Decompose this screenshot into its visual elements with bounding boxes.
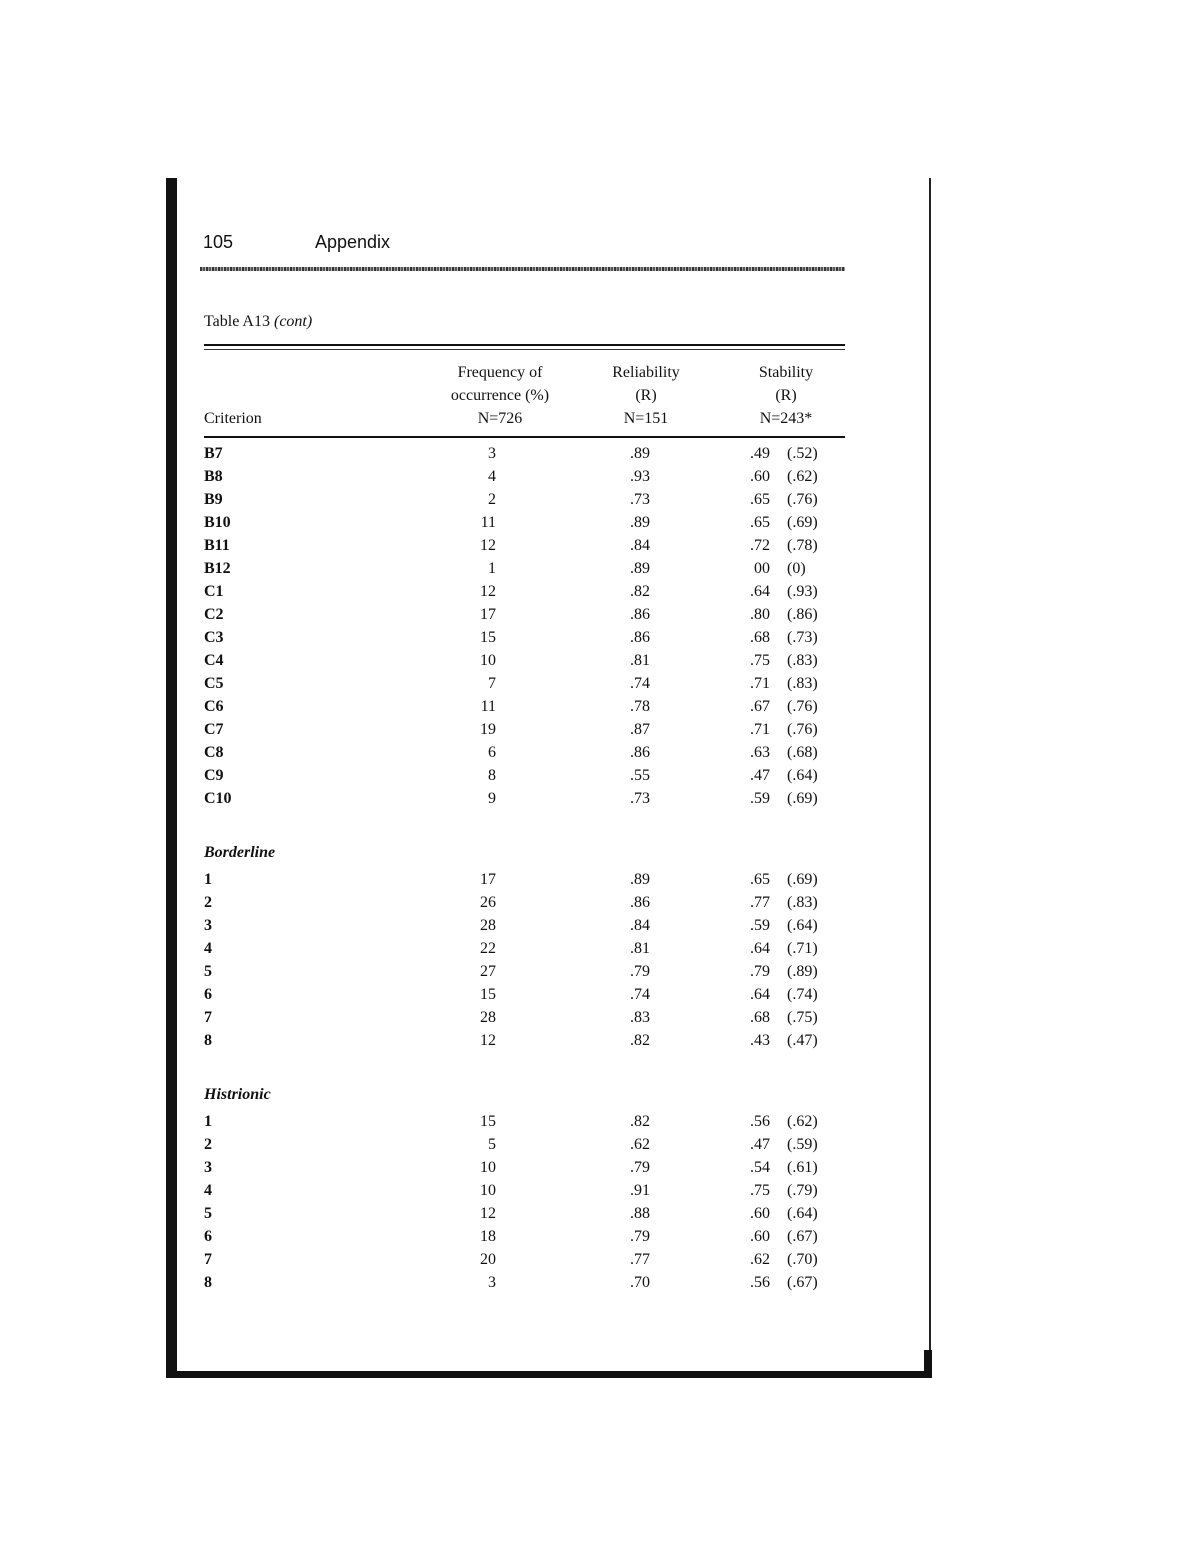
table-row bbox=[0, 741, 1200, 764]
row-stability: .63 bbox=[750, 744, 770, 761]
row-criterion: C7 bbox=[204, 721, 224, 738]
table-row bbox=[0, 488, 1200, 511]
row-criterion: 7 bbox=[204, 1009, 212, 1026]
row-frequency: 15 bbox=[480, 986, 496, 1003]
row-reliability: .87 bbox=[630, 721, 650, 738]
row-stability-paren: (.79) bbox=[787, 1182, 818, 1199]
row-reliability: .86 bbox=[630, 606, 650, 623]
row-criterion: 7 bbox=[204, 1251, 212, 1268]
table-row bbox=[0, 891, 1200, 914]
row-criterion: 5 bbox=[204, 1205, 212, 1222]
header-criterion: Criterion bbox=[204, 410, 262, 427]
row-criterion: 8 bbox=[204, 1274, 212, 1291]
row-frequency: 6 bbox=[488, 744, 496, 761]
row-criterion: 3 bbox=[204, 917, 212, 934]
row-frequency: 17 bbox=[480, 606, 496, 623]
row-stability: .62 bbox=[750, 1251, 770, 1268]
row-criterion: 6 bbox=[204, 986, 212, 1003]
header-reliability-n: N=151 bbox=[623, 410, 669, 427]
row-stability-paren: (.78) bbox=[787, 537, 818, 554]
row-criterion: B10 bbox=[204, 514, 231, 531]
row-frequency: 2 bbox=[488, 491, 496, 508]
row-stability: .60 bbox=[750, 1228, 770, 1245]
header-frequency bbox=[430, 361, 570, 430]
row-stability-paren: (0) bbox=[787, 560, 806, 577]
row-frequency: 15 bbox=[480, 1113, 496, 1130]
row-stability-paren: (.86) bbox=[787, 606, 818, 623]
row-stability-paren: (.76) bbox=[787, 721, 818, 738]
section-label: Borderline bbox=[204, 844, 276, 861]
table-row bbox=[0, 1133, 1200, 1156]
row-stability: .68 bbox=[750, 1009, 770, 1026]
row-reliability: .78 bbox=[630, 698, 650, 715]
row-frequency: 28 bbox=[480, 917, 496, 934]
table-row bbox=[0, 1156, 1200, 1179]
row-criterion: 4 bbox=[204, 940, 212, 957]
table-row bbox=[0, 695, 1200, 718]
row-criterion: 1 bbox=[204, 1113, 212, 1130]
header-rule bbox=[200, 267, 845, 271]
table-row bbox=[0, 764, 1200, 787]
table-row bbox=[0, 672, 1200, 695]
row-reliability: .62 bbox=[630, 1136, 650, 1153]
row-reliability: .74 bbox=[630, 675, 650, 692]
row-criterion: C8 bbox=[204, 744, 224, 761]
row-criterion: C2 bbox=[204, 606, 224, 623]
table-row bbox=[0, 534, 1200, 557]
header-stability-line2: (R) bbox=[775, 387, 797, 404]
row-criterion: C3 bbox=[204, 629, 224, 646]
row-frequency: 11 bbox=[480, 698, 496, 715]
row-reliability: .55 bbox=[630, 767, 650, 784]
row-stability: .72 bbox=[750, 537, 770, 554]
row-stability-paren: (.62) bbox=[787, 468, 818, 485]
running-title: Appendix bbox=[315, 232, 391, 252]
row-stability: .54 bbox=[750, 1159, 770, 1176]
page-bottom-edge bbox=[166, 1371, 932, 1378]
row-frequency: 7 bbox=[488, 675, 496, 692]
table-row bbox=[0, 649, 1200, 672]
row-stability: .59 bbox=[750, 917, 770, 934]
row-stability: .60 bbox=[750, 1205, 770, 1222]
row-reliability: .86 bbox=[630, 629, 650, 646]
row-stability: .47 bbox=[750, 767, 770, 784]
row-stability-paren: (.70) bbox=[787, 1251, 818, 1268]
row-stability: .43 bbox=[750, 1032, 770, 1049]
row-stability-paren: (.64) bbox=[787, 1205, 818, 1222]
table-row bbox=[0, 603, 1200, 626]
section-label: Histrionic bbox=[204, 1086, 271, 1103]
table-row bbox=[0, 1179, 1200, 1202]
row-stability-paren: (.76) bbox=[787, 698, 818, 715]
row-criterion: B11 bbox=[204, 537, 230, 554]
row-frequency: 8 bbox=[488, 767, 496, 784]
row-stability-paren: (.69) bbox=[787, 871, 818, 888]
row-stability: .65 bbox=[750, 871, 770, 888]
row-stability-paren: (.89) bbox=[787, 963, 818, 980]
row-frequency: 4 bbox=[488, 468, 496, 485]
row-stability-paren: (.47) bbox=[787, 1032, 818, 1049]
row-reliability: .79 bbox=[630, 1159, 650, 1176]
header-frequency-line1: Frequency of bbox=[457, 364, 543, 381]
table-row bbox=[0, 718, 1200, 741]
header-reliability-line2: (R) bbox=[635, 387, 657, 404]
row-reliability: .89 bbox=[630, 445, 650, 462]
table-row bbox=[0, 511, 1200, 534]
row-stability-paren: (.75) bbox=[787, 1009, 818, 1026]
table-caption bbox=[204, 313, 312, 331]
row-frequency: 15 bbox=[480, 629, 496, 646]
row-criterion: 4 bbox=[204, 1182, 212, 1199]
row-reliability: .82 bbox=[630, 1113, 650, 1130]
row-criterion: B12 bbox=[204, 560, 231, 577]
row-stability: 00 bbox=[754, 560, 770, 577]
row-stability-paren: (.62) bbox=[787, 1113, 818, 1130]
table-row bbox=[0, 960, 1200, 983]
table-row bbox=[0, 1271, 1200, 1294]
row-stability-paren: (.68) bbox=[787, 744, 818, 761]
table-row bbox=[0, 626, 1200, 649]
row-stability: .49 bbox=[750, 445, 770, 462]
row-stability: .65 bbox=[750, 491, 770, 508]
row-frequency: 11 bbox=[480, 514, 496, 531]
row-criterion: C6 bbox=[204, 698, 224, 715]
row-stability: .68 bbox=[750, 629, 770, 646]
row-criterion: 8 bbox=[204, 1032, 212, 1049]
header-frequency-line2: occurrence (%) bbox=[450, 387, 550, 404]
row-frequency: 10 bbox=[480, 652, 496, 669]
row-frequency: 12 bbox=[480, 1032, 496, 1049]
row-reliability: .93 bbox=[630, 468, 650, 485]
row-criterion: 3 bbox=[204, 1159, 212, 1176]
row-stability: .60 bbox=[750, 468, 770, 485]
row-reliability: .84 bbox=[630, 917, 650, 934]
row-frequency: 3 bbox=[488, 1274, 496, 1291]
row-stability: .64 bbox=[750, 986, 770, 1003]
row-frequency: 9 bbox=[488, 790, 496, 807]
row-criterion: C1 bbox=[204, 583, 224, 600]
row-stability-paren: (.73) bbox=[787, 629, 818, 646]
row-stability-paren: (.67) bbox=[787, 1274, 818, 1291]
row-stability-paren: (.76) bbox=[787, 491, 818, 508]
row-stability-paren: (.59) bbox=[787, 1136, 818, 1153]
row-criterion: 2 bbox=[204, 894, 212, 911]
row-reliability: .74 bbox=[630, 986, 650, 1003]
row-reliability: .89 bbox=[630, 560, 650, 577]
header-reliability bbox=[596, 361, 696, 430]
row-stability: .80 bbox=[750, 606, 770, 623]
row-reliability: .88 bbox=[630, 1205, 650, 1222]
row-stability: .71 bbox=[750, 721, 770, 738]
row-stability: .56 bbox=[750, 1113, 770, 1130]
row-criterion: B9 bbox=[204, 491, 223, 508]
row-criterion: 6 bbox=[204, 1228, 212, 1245]
row-reliability: .86 bbox=[630, 744, 650, 761]
row-frequency: 5 bbox=[488, 1136, 496, 1153]
row-frequency: 18 bbox=[480, 1228, 496, 1245]
row-frequency: 12 bbox=[480, 583, 496, 600]
row-stability: .75 bbox=[750, 1182, 770, 1199]
row-stability: .75 bbox=[750, 652, 770, 669]
row-reliability: .81 bbox=[630, 940, 650, 957]
row-stability: .47 bbox=[750, 1136, 770, 1153]
row-stability-paren: (.83) bbox=[787, 675, 818, 692]
table-top-rule-thin bbox=[204, 349, 845, 350]
row-stability: .64 bbox=[750, 940, 770, 957]
table-header-rule bbox=[204, 436, 845, 438]
row-stability-paren: (.74) bbox=[787, 986, 818, 1003]
row-frequency: 12 bbox=[480, 1205, 496, 1222]
row-stability: .79 bbox=[750, 963, 770, 980]
row-stability-paren: (.67) bbox=[787, 1228, 818, 1245]
table-row bbox=[0, 914, 1200, 937]
row-reliability: .82 bbox=[630, 1032, 650, 1049]
page-number: 105 bbox=[203, 232, 234, 252]
row-reliability: .73 bbox=[630, 790, 650, 807]
table-top-rule bbox=[204, 344, 845, 346]
row-frequency: 26 bbox=[480, 894, 496, 911]
row-reliability: .86 bbox=[630, 894, 650, 911]
row-criterion: 5 bbox=[204, 963, 212, 980]
row-stability: .56 bbox=[750, 1274, 770, 1291]
row-frequency: 3 bbox=[488, 445, 496, 462]
row-criterion: C10 bbox=[204, 790, 232, 807]
row-reliability: .89 bbox=[630, 871, 650, 888]
row-frequency: 1 bbox=[488, 560, 496, 577]
row-reliability: .83 bbox=[630, 1009, 650, 1026]
row-stability-paren: (.83) bbox=[787, 894, 818, 911]
row-stability: .67 bbox=[750, 698, 770, 715]
table-row bbox=[0, 580, 1200, 603]
row-criterion: C9 bbox=[204, 767, 224, 784]
row-criterion: C4 bbox=[204, 652, 224, 669]
table-row bbox=[0, 868, 1200, 891]
row-stability-paren: (.52) bbox=[787, 445, 818, 462]
row-frequency: 27 bbox=[480, 963, 496, 980]
table-row bbox=[0, 1006, 1200, 1029]
table-row bbox=[0, 465, 1200, 488]
table-row bbox=[0, 1029, 1200, 1052]
row-frequency: 22 bbox=[480, 940, 496, 957]
row-reliability: .81 bbox=[630, 652, 650, 669]
row-stability-paren: (.83) bbox=[787, 652, 818, 669]
row-criterion: C5 bbox=[204, 675, 224, 692]
row-reliability: .82 bbox=[630, 583, 650, 600]
row-stability-paren: (.61) bbox=[787, 1159, 818, 1176]
header-stability bbox=[736, 361, 836, 430]
header-frequency-n: N=726 bbox=[477, 410, 523, 427]
table-row bbox=[0, 442, 1200, 465]
row-stability: .77 bbox=[750, 894, 770, 911]
table-row bbox=[0, 937, 1200, 960]
table-row bbox=[0, 557, 1200, 580]
row-stability-paren: (.71) bbox=[787, 940, 818, 957]
table-row bbox=[0, 983, 1200, 1006]
row-stability: .59 bbox=[750, 790, 770, 807]
header-stability-n: N=243* bbox=[759, 410, 813, 427]
row-reliability: .84 bbox=[630, 537, 650, 554]
row-reliability: .77 bbox=[630, 1251, 650, 1268]
row-reliability: .79 bbox=[630, 1228, 650, 1245]
row-stability: .71 bbox=[750, 675, 770, 692]
row-reliability: .70 bbox=[630, 1274, 650, 1291]
row-stability-paren: (.64) bbox=[787, 917, 818, 934]
row-stability-paren: (.69) bbox=[787, 514, 818, 531]
row-frequency: 19 bbox=[480, 721, 496, 738]
row-criterion: B7 bbox=[204, 445, 223, 462]
row-reliability: .89 bbox=[630, 514, 650, 531]
table-row bbox=[0, 1248, 1200, 1271]
row-reliability: .91 bbox=[630, 1182, 650, 1199]
row-stability-paren: (.93) bbox=[787, 583, 818, 600]
row-criterion: 2 bbox=[204, 1136, 212, 1153]
header-stability-line1: Stability bbox=[758, 364, 814, 381]
row-frequency: 10 bbox=[480, 1159, 496, 1176]
table-caption-cont: (cont) bbox=[273, 313, 313, 330]
row-frequency: 20 bbox=[480, 1251, 496, 1268]
row-criterion: 1 bbox=[204, 871, 212, 888]
table-row bbox=[0, 1110, 1200, 1133]
row-stability: .65 bbox=[750, 514, 770, 531]
row-criterion: B8 bbox=[204, 468, 223, 485]
table-row bbox=[0, 1225, 1200, 1248]
row-frequency: 12 bbox=[480, 537, 496, 554]
table-row bbox=[0, 1202, 1200, 1225]
row-stability-paren: (.64) bbox=[787, 767, 818, 784]
row-frequency: 17 bbox=[480, 871, 496, 888]
row-reliability: .79 bbox=[630, 963, 650, 980]
row-frequency: 10 bbox=[480, 1182, 496, 1199]
row-stability: .64 bbox=[750, 583, 770, 600]
row-frequency: 28 bbox=[480, 1009, 496, 1026]
row-reliability: .73 bbox=[630, 491, 650, 508]
header-reliability-line1: Reliability bbox=[612, 364, 680, 381]
row-stability-paren: (.69) bbox=[787, 790, 818, 807]
table-caption-main: Table A13 bbox=[204, 313, 270, 330]
table-row bbox=[0, 787, 1200, 810]
